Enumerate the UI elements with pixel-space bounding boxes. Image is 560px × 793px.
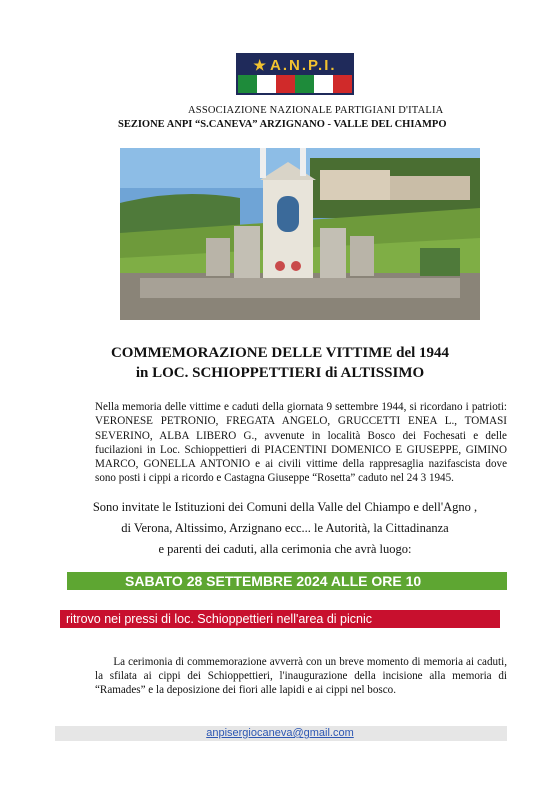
invitation-text	[60, 497, 510, 560]
section-name: SEZIONE ANPI “S.CANEVA” ARZIGNANO - VALLE DEL CHIAMPO	[118, 119, 447, 130]
anpi-logo	[236, 53, 354, 95]
event-title-line2: in LOC. SCHIOPPETTIERI di ALTISSIMO	[135, 365, 425, 381]
ceremony-description	[95, 655, 507, 698]
meeting-point-banner: ritrovo nei pressi di loc. Schioppettieri nell'area di picnic	[60, 610, 500, 628]
invite-line: Sono invitate le Istituzioni dei Comuni della Valle del Chiampo e dell'Agno ,	[92, 500, 478, 514]
italian-flag-stripes	[238, 75, 352, 93]
invite-line: di Verona, Altissimo, Arzignano ecc... le Autorità, la Cittadinanza	[121, 521, 449, 535]
ceremony-description-text: La cerimonia di commemorazione avverrà con un breve momento di memoria ai caduti, la sfilata ai cippi dei Schioppettieri, l'inaugurazione della incisione alla memoria di “Ramades” e la deposizione dei fiori alle lapidi e ai cippi nel bosco.	[95, 656, 507, 697]
association-name: ASSOCIAZIONE NAZIONALE PARTIGIANI D'ITALIA	[188, 105, 444, 116]
star-icon: ★	[253, 57, 268, 73]
event-title-line1: COMMEMORAZIONE DELLE VITTIME del 1944	[110, 345, 450, 361]
invite-line: e parenti dei caduti, alla cerimonia che avrà luogo:	[158, 542, 412, 556]
logo-text: A.N.P.I.	[269, 57, 337, 74]
memorial-photo	[120, 148, 480, 320]
contact-email-link[interactable]: anpisergiocaneva@gmail.com	[206, 727, 354, 739]
event-date-banner: SABATO 28 SETTEMBRE 2024 ALLE ORE 10	[67, 572, 507, 590]
memorial-paragraph: Nella memoria delle vittime e caduti della giornata 9 settembre 1944, si ricordano i patrioti: VERONESE PETRONIO, FREGATA ANGELO, GRUCCETTI ENEA L., TOMASI SEVERINO, ALBA LIBERO G., avvenute in località Bosco dei Fochesati e delle fucilazioni in Loc. Schioppettieri di PIACENTINI DOMENICO E GIUSEPPE, GIMINO MARCO, GONELLA ANTONIO e ai civili vittime della rappresaglia nazifascista dove sono posti i cippi a ricordo e Castagna Giuseppe “Rosetta” caduto nel 24 3 1945.	[95, 401, 507, 485]
